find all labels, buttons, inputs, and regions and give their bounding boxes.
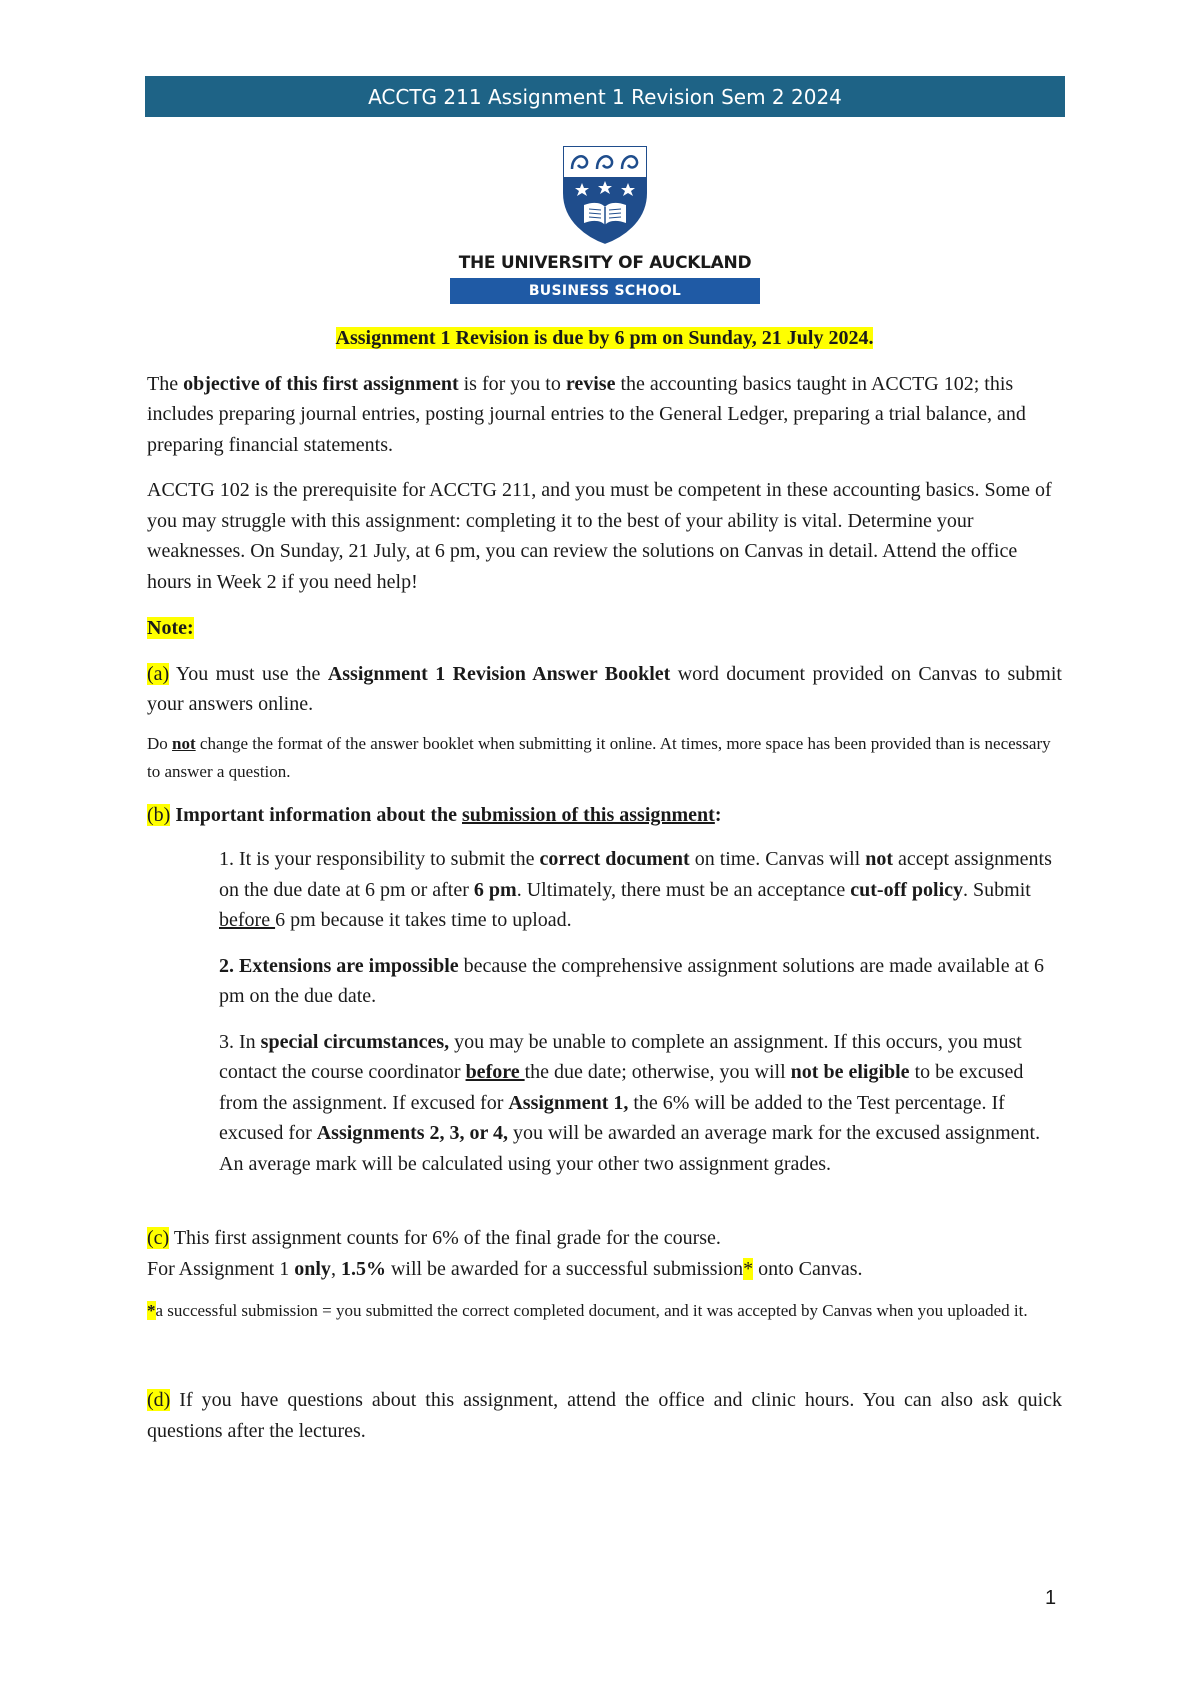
university-crest-logo [560,143,650,247]
document-body [147,323,1062,1446]
note-heading [147,613,1062,644]
format-warning-paragraph: Do not change the format of the answer booklet when submitting it online. At times, more space has been provided than is necessary to answer a question. [147,733,1051,781]
document-header-bar [145,76,1065,117]
business-school-bar [450,278,760,304]
note-d-paragraph: (d) If you have questions about this assignment, attend the office and clinic hours. You can also ask quick questions after the lectures. [147,1389,1062,1442]
prerequisite-paragraph: ACCTG 102 is the prerequisite for ACCTG 211, and you must be competent in these accounting basics. Some of you may struggle with this assignment: completing it to the best of your ability is vital. Determine your weaknesses. On Sunday, 21 July, at 6 pm, you can review the solutions on Canvas in detail. Attend the office hours in Week 2 if you need help! [147,479,1052,593]
document-header-title: ACCTG 211 Assignment 1 Revision Sem 2 2024 [368,84,842,109]
submission-item-3: 3. In special circumstances, you may be unable to complete an assignment. If this occurs, you must contact the course coordinator before the due date; otherwise, you will not be eligible to be excused from the assignment. If excused for Assignment 1, the 6% will be added to the Test percentage. If excused for Assignments 2, 3, or 4, you will be awarded an average mark for the excused assignment. An average mark will be calculated using your other two assignment grades. [219,1030,1041,1175]
note-a-paragraph: (a) You must use the Assignment 1 Revision Answer Booklet word document provided on Canvas to submit your answers online. [147,662,1062,715]
objective-emphasis: objective of this first assignment [183,372,459,395]
successful-submission-footnote: *a successful submission = you submitted the correct completed document, and it was accepted by Canvas when you uploaded it. [147,1301,1028,1320]
note-b-marker: (b) [147,803,171,826]
footnote-star-marker: * [743,1257,754,1280]
note-label: Note: [147,617,194,639]
note-c-line-1: (c) This first assignment counts for 6% of the final grade for the course. [147,1227,721,1249]
note-a-marker: (a) [147,662,170,685]
submission-item-1: 1. It is your responsibility to submit the correct document on time. Canvas will not accept assignments on the due date at 6 pm or after 6 pm. Ultimately, there must be an acceptance cut-off policy. Submit before 6 pm because it takes time to upload. [219,848,1052,931]
due-date-line [147,323,1062,354]
note-c-marker: (c) [147,1227,170,1249]
submission-emphasis: submission of this assignment [462,803,715,826]
revise-emphasis: revise [565,372,616,395]
university-name: THE UNIVERSITY OF AUCKLAND [458,253,752,273]
note-d-marker: (d) [147,1389,171,1411]
objective-paragraph: The objective of this first assignment is for you to revise the accounting basics taught in ACCTG 102; this includes preparing journal entries, posting journal entries to the General Ledger, preparing a trial balance, and preparing financial statements. [147,372,1026,456]
note-c-line-2: For Assignment 1 only, 1.5% will be awarded for a successful submission* onto Canvas. [147,1257,863,1280]
note-b-heading: (b) Important information about the submission of this assignment: [147,803,722,826]
not-emphasis: not [172,733,196,753]
due-date-text: Assignment 1 Revision is due by 6 pm on Sunday, 21 July 2024. [335,327,874,349]
submission-item-2: 2. Extensions are impossible because the comprehensive assignment solutions are made available at 6 pm on the due date. [219,954,1045,1007]
business-school-label: BUSINESS SCHOOL [528,283,682,299]
answer-booklet-emphasis: Assignment 1 Revision Answer Booklet [327,662,671,685]
page-number: 1 [1045,1587,1057,1609]
